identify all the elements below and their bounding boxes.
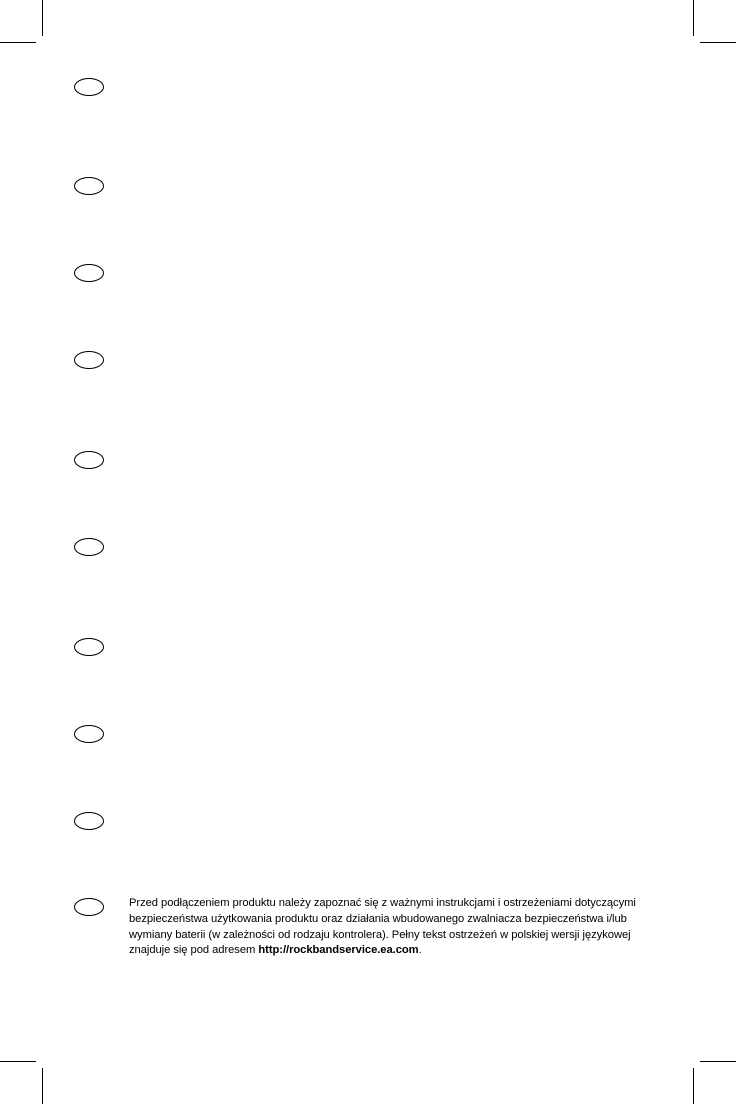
crop-mark-top-left-horizontal: [0, 42, 36, 43]
notice-line-2: bezpieczeństwa użytkowania produktu oraz działania wbudowanego zwalniacza bezpieczeństwa i/lub: [129, 912, 627, 925]
notice-line-4-prefix: znajduje się pod adresem: [129, 944, 259, 957]
crop-mark-top-left-vertical: [42, 0, 43, 36]
safety-notice-polish: [129, 896, 669, 959]
notice-line-4: [129, 943, 669, 959]
crop-mark-bottom-left-vertical: [42, 1068, 43, 1104]
language-oval-6: [74, 538, 104, 556]
notice-line-4-suffix: .: [418, 944, 422, 957]
crop-mark-top-right-horizontal: [700, 42, 736, 43]
language-oval-3: [74, 264, 104, 282]
language-oval-1: [74, 78, 104, 96]
notice-line-3: wymiany baterii (w zależności od rodzaju kontrolera). Pełny tekst ostrzeżeń w polskiej wersji językowej: [129, 928, 631, 941]
notice-line-1: Przed podłączeniem produktu należy zapoznać się z ważnymi instrukcjami i ostrzeżeniami dotyczącymi: [129, 897, 636, 909]
service-url-link[interactable]: http://rockbandservice.ea.com: [258, 944, 419, 957]
language-oval-8: [74, 725, 104, 743]
crop-mark-bottom-left-horizontal: [0, 1061, 36, 1062]
language-oval-5: [74, 451, 104, 469]
language-oval-4: [74, 351, 104, 369]
language-oval-7: [74, 638, 104, 656]
language-oval-9: [74, 812, 104, 830]
crop-mark-bottom-right-horizontal: [700, 1061, 736, 1062]
crop-mark-bottom-right-vertical: [693, 1068, 694, 1104]
language-oval-2: [74, 177, 104, 195]
language-oval-10: [74, 898, 104, 916]
crop-mark-top-right-vertical: [693, 0, 694, 36]
